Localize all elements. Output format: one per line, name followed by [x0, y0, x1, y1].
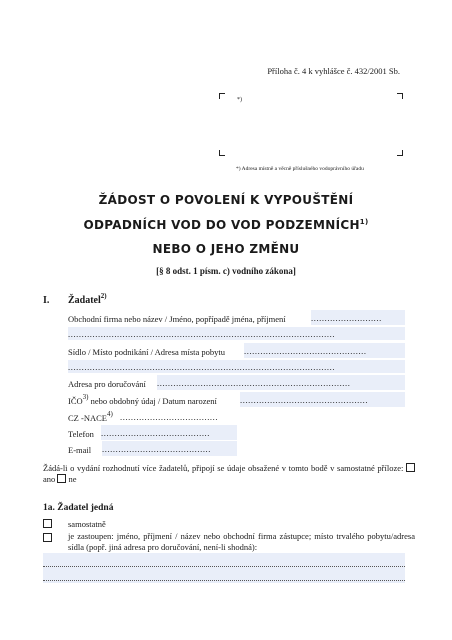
- field-seat-label: Sídlo / Místo podnikání / Adresa místa pobytu: [68, 347, 226, 357]
- option-represented: [43, 533, 52, 543]
- checkbox-alone[interactable]: [43, 519, 52, 528]
- title-line-2: ODPADNÍCH VOD DO VOD PODZEMNÍCH$^{1)}$: [83, 218, 369, 232]
- representative-line-2: [43, 580, 405, 581]
- checkbox-yes-label: ano: [43, 474, 56, 484]
- annex-reference: Příloha č. 4 k vyhlášce č. 432/2001 Sb.: [267, 66, 400, 76]
- checkbox-no[interactable]: [57, 474, 66, 483]
- title-line-3: NEBO O JEHO ZMĚNU: [152, 242, 300, 256]
- checkbox-no-label: ne: [68, 474, 77, 484]
- address-footnote-mark: *): [237, 97, 242, 103]
- legal-reference: [§ 8 odst. 1 písm. c) vodního zákona]: [156, 266, 296, 276]
- address-box-corner-top-left: [219, 93, 225, 99]
- representative-input[interactable]: [43, 553, 405, 583]
- field-seat-input[interactable]: .............................................: [244, 343, 405, 358]
- section-heading-representation: 1a. Žadatel jedná: [43, 503, 114, 513]
- address-box-corner-bottom-left: [219, 150, 225, 156]
- field-email-label: E-mail: [68, 445, 92, 455]
- field-name-input-continued[interactable]: ..................................................................................................: [68, 327, 405, 340]
- checkbox-represented[interactable]: [43, 533, 52, 542]
- representative-line-1: [43, 566, 405, 567]
- option-alone: [43, 519, 52, 529]
- field-phone-input[interactable]: ........................................: [101, 425, 237, 440]
- field-delivery-label: Adresa pro doručování: [68, 379, 146, 389]
- field-cznace-input[interactable]: ....................................: [120, 412, 219, 422]
- address-box-corner-bottom-right: [397, 150, 403, 156]
- option-represented-label: je zastoupen: jméno, příjmení / název nebo obchodní firma zástupce; místo trvalého pobytu/adresa sídla (popř. jiná adresa pro doručování, není-li shodná):: [68, 531, 415, 552]
- checkbox-yes[interactable]: [406, 463, 415, 472]
- field-ico-label: IČO$^{3)}$ nebo obdobný údaj / Datum narození: [68, 393, 217, 406]
- field-phone-label: Telefon: [68, 429, 94, 439]
- field-delivery-input[interactable]: .......................................................................: [157, 375, 405, 390]
- section-number: I.: [43, 295, 50, 306]
- address-box-corner-top-right: [397, 93, 403, 99]
- option-alone-label: samostatně: [68, 519, 106, 529]
- section-heading-applicant: Žadatel$^{2)}$: [68, 292, 107, 306]
- field-name-input[interactable]: ..........................: [311, 310, 405, 325]
- field-email-input[interactable]: ........................................: [102, 441, 237, 456]
- field-ico-input[interactable]: ...............................................: [240, 392, 405, 407]
- field-name-label: Obchodní firma nebo název / Jméno, popřípadě jména, příjmení: [68, 314, 286, 324]
- address-note: *) Adresa místně a věcně příslušného vodoprávního úřadu: [236, 166, 364, 172]
- title-line-1: ŽÁDOST O POVOLENÍ K VYPOUŠTĚNÍ: [98, 193, 354, 207]
- field-seat-input-continued[interactable]: ..................................................................................................: [68, 360, 405, 373]
- multi-applicant-note: Žádá-li o vydání rozhodnutí více žadatelů, připojí se údaje obsažené v tomto bodě v samostatné příloze: ano ne: [43, 463, 415, 485]
- field-cznace-label: CZ -NACE$^{4)}$: [68, 410, 113, 423]
